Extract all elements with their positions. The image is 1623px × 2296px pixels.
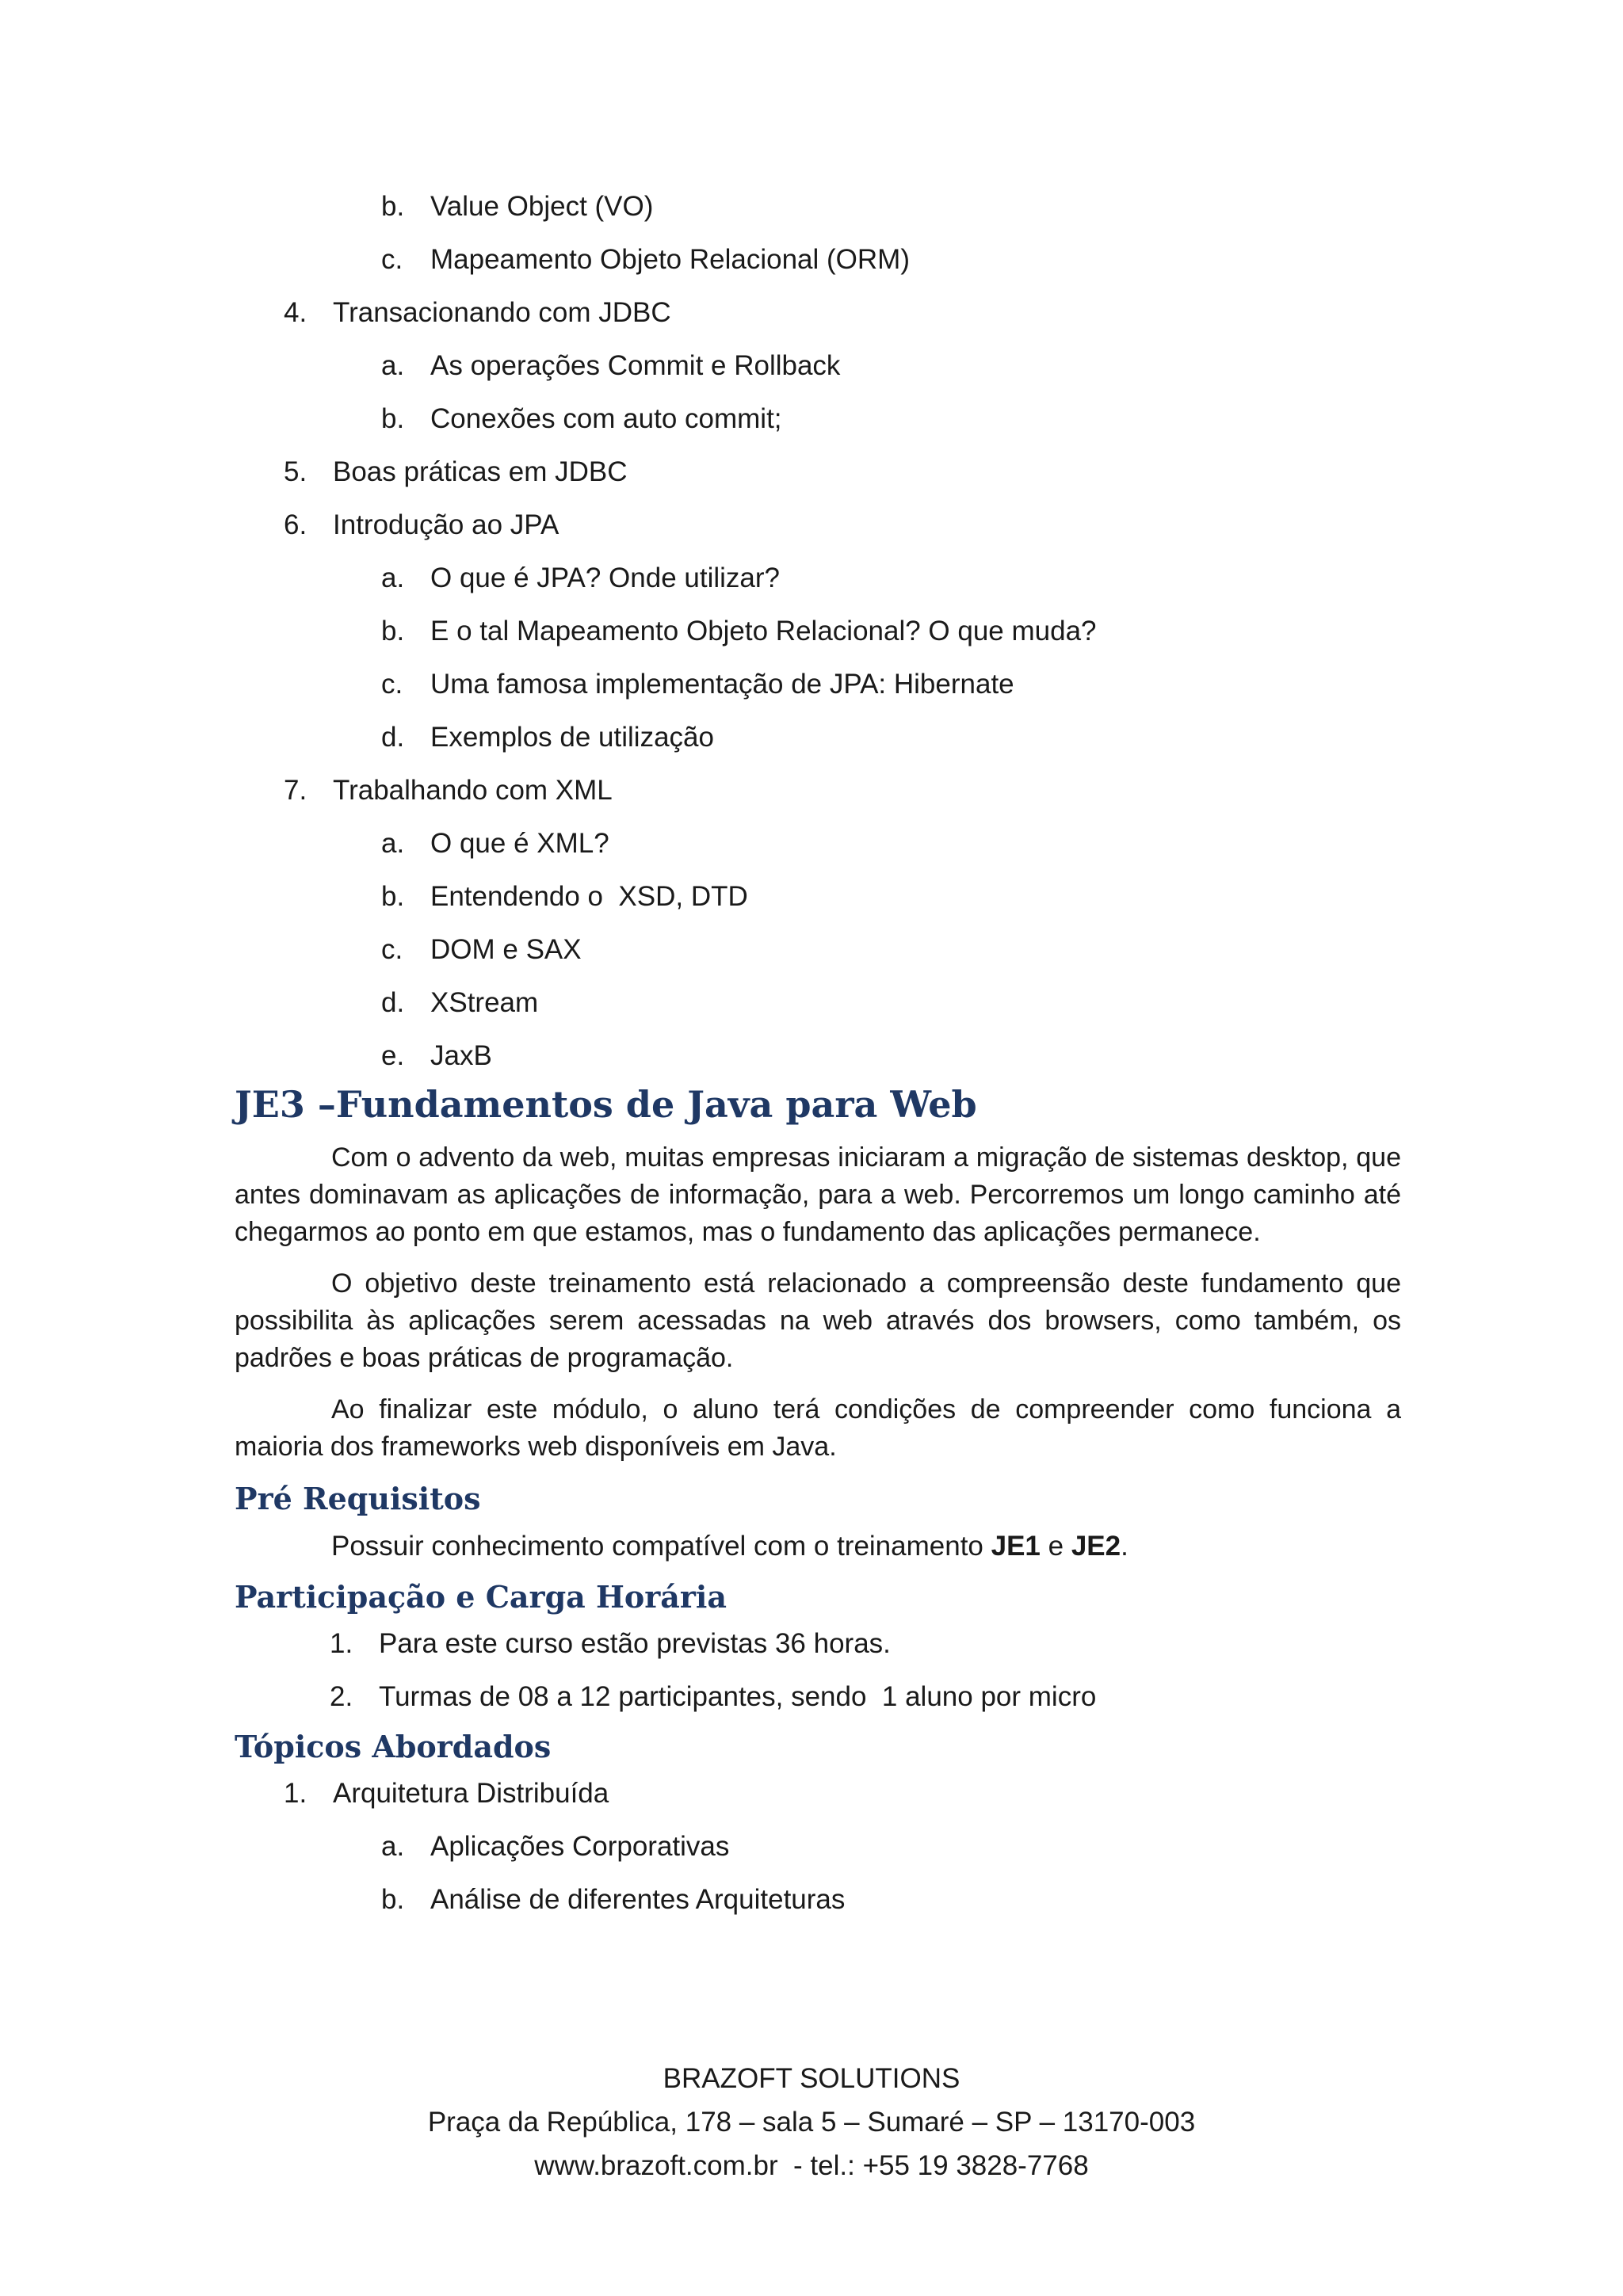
prereq-heading: Pré Requisitos [235, 1481, 481, 1516]
list-item-text: Introdução ao JPA [333, 509, 559, 540]
list-marker: 6. [284, 509, 307, 540]
list-item [235, 721, 1401, 754]
list-marker: 1. [330, 1628, 353, 1659]
body-paragraph: Com o advento da web, muitas empresas iniciaram a migração de sistemas desktop, que antes dominavam as aplicações de informação, para a web. Percorremos um longo caminho até chegarmos ao ponto em que estamos, mas o fundamento das aplicações permanece. [235, 1142, 1401, 1247]
prereq-course-je2: JE2 [1071, 1531, 1121, 1562]
list-item [235, 827, 1401, 860]
list-item [235, 509, 1401, 542]
page-footer [0, 2057, 1623, 2187]
list-item [235, 986, 1401, 1020]
list-item [235, 402, 1401, 436]
list-marker: c. [381, 244, 403, 275]
body-paragraph: O objetivo deste treinamento está relacionado a compreensão deste fundamento que possibilita às aplicações serem acessadas na web através dos browsers, como também, os padrões e boas práticas de programação. [235, 1268, 1401, 1373]
list-item [235, 1627, 1401, 1661]
list-item-text: E o tal Mapeamento Objeto Relacional? O que muda? [430, 616, 1097, 646]
prereq-text-mid: e [1040, 1531, 1071, 1562]
list-item-text: Trabalhando com XML [333, 775, 613, 806]
footer-contact: www.brazoft.com.br - tel.: +55 19 3828-7768 [534, 2150, 1089, 2181]
list-item [235, 562, 1401, 595]
list-marker: b. [381, 1884, 405, 1915]
participation-heading: Participação e Carga Horária [235, 1579, 727, 1615]
body-paragraph: Ao finalizar este módulo, o aluno terá condições de compreender como funciona a maioria dos frameworks web disponíveis em Java. [235, 1394, 1401, 1462]
list-item [235, 933, 1401, 967]
list-marker: 5. [284, 456, 307, 487]
list-marker: c. [381, 669, 403, 700]
list-item-text: Uma famosa implementação de JPA: Hibernate [430, 669, 1014, 700]
prereq-course-je1: JE1 [991, 1531, 1041, 1562]
list-item-text: XStream [430, 987, 539, 1018]
list-marker: 7. [284, 775, 307, 806]
list-item-text: Arquitetura Distribuída [333, 1778, 609, 1809]
list-marker: c. [381, 934, 403, 965]
prereq-text-after: . [1121, 1531, 1128, 1562]
list-item-text: DOM e SAX [430, 934, 582, 965]
list-item-text: Exemplos de utilização [430, 722, 714, 753]
list-marker: a. [381, 828, 405, 859]
list-item-text: Boas práticas em JDBC [333, 456, 628, 487]
topics-heading: Tópicos Abordados [235, 1729, 552, 1764]
page-content [235, 190, 1401, 1936]
list-item-text: O que é JPA? Onde utilizar? [430, 563, 780, 593]
list-item [235, 1680, 1401, 1714]
list-marker: b. [381, 191, 405, 222]
list-item-text: JaxB [430, 1040, 492, 1071]
list-marker: 2. [330, 1681, 353, 1712]
footer-address: Praça da República, 178 – sala 5 – Sumaré – SP – 13170-003 [427, 2107, 1196, 2138]
list-item-text: Turmas de 08 a 12 participantes, sendo 1 aluno por micro [379, 1681, 1097, 1712]
list-item [235, 880, 1401, 913]
list-item-text: O que é XML? [430, 828, 609, 859]
list-item [235, 1777, 1401, 1810]
prereq-text-before: Possuir conhecimento compatível com o treinamento [331, 1531, 991, 1562]
list-item-text: Entendendo o XSD, DTD [430, 881, 748, 912]
prereq-text [235, 1529, 1401, 1564]
list-marker: a. [381, 563, 405, 593]
list-item [235, 1883, 1401, 1917]
list-item [235, 296, 1401, 330]
list-item [235, 668, 1401, 701]
list-item-text: Análise de diferentes Arquiteturas [430, 1884, 846, 1915]
list-marker: 4. [284, 297, 307, 328]
list-item [235, 349, 1401, 383]
list-marker: b. [381, 403, 405, 434]
list-marker: 1. [284, 1778, 307, 1809]
list-item-text: Para este curso estão previstas 36 horas. [379, 1628, 891, 1659]
footer-company: BRAZOFT SOLUTIONS [663, 2063, 960, 2094]
list-item [235, 774, 1401, 807]
list-marker: a. [381, 1831, 405, 1862]
list-marker: e. [381, 1040, 405, 1071]
list-item [235, 615, 1401, 648]
list-marker: b. [381, 881, 405, 912]
list-item-text: Conexões com auto commit; [430, 403, 782, 434]
list-item [235, 243, 1401, 277]
list-item [235, 456, 1401, 489]
list-marker: b. [381, 616, 405, 646]
list-item-text: Aplicações Corporativas [430, 1831, 730, 1862]
section-title: JE3 –Fundamentos de Java para Web [235, 1083, 977, 1126]
topics-list-continued [235, 190, 1401, 1073]
list-item [235, 1039, 1401, 1073]
list-marker: d. [381, 722, 405, 753]
list-marker: d. [381, 987, 405, 1018]
list-item-text: As operações Commit e Rollback [430, 350, 841, 381]
list-item [235, 1830, 1401, 1863]
list-item-text: Value Object (VO) [430, 191, 654, 222]
list-item-text: Mapeamento Objeto Relacional (ORM) [430, 244, 910, 275]
list-item [235, 190, 1401, 223]
list-item-text: Transacionando com JDBC [333, 297, 671, 328]
list-marker: a. [381, 350, 405, 381]
